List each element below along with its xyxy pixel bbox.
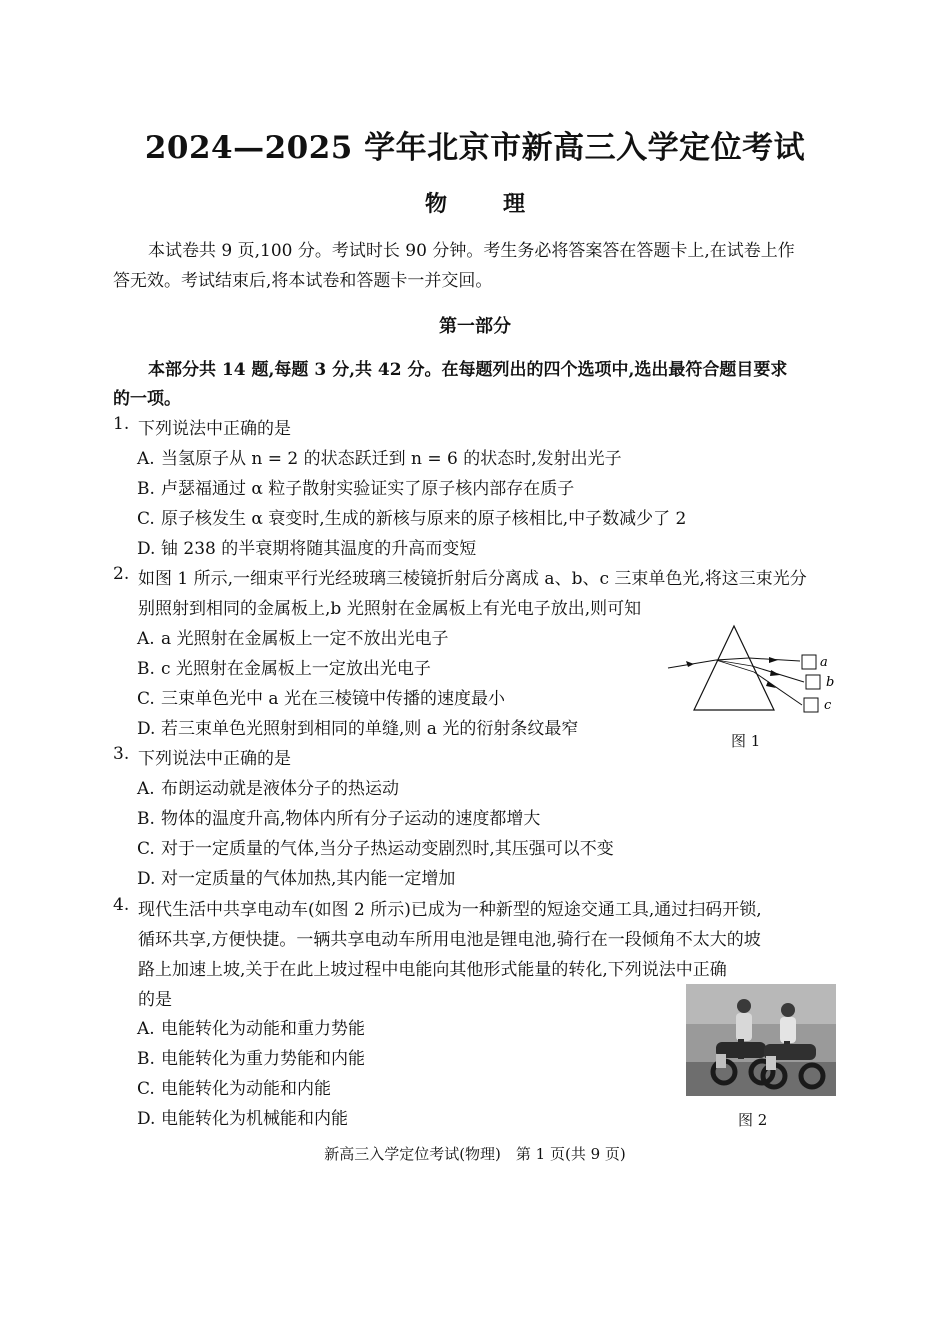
label-b: b <box>826 675 835 690</box>
question-number: 2. <box>113 564 130 584</box>
option <box>137 1074 331 1099</box>
part-heading: 第一部分 <box>439 316 511 337</box>
incident-arrowhead <box>686 661 694 667</box>
option <box>137 864 455 889</box>
question-stem: 别照射到相同的金属板上,b 光照射在金属板上有光电子放出,则可知 <box>138 599 642 619</box>
intro-line-1: 本试卷共 9 页,100 分。考试时长 90 分钟。考生务必将答案答在答题卡上,在试卷上作 <box>148 241 795 261</box>
option-letter: B. <box>137 809 155 829</box>
question-stem: 现代生活中共享电动车(如图 2 所示)已成为一种新型的短途交通工具,通过扫码开锁, <box>138 900 762 920</box>
option <box>137 804 540 829</box>
option <box>137 474 574 499</box>
prism-triangle <box>694 626 774 710</box>
exam-title: 2024—2025 学年北京市新高三入学定位考试 <box>144 130 806 166</box>
option-letter: D. <box>137 719 156 739</box>
option <box>137 444 622 469</box>
option <box>137 714 578 739</box>
option-letter: A. <box>137 449 155 469</box>
ebike-photo-drawing <box>686 984 836 1096</box>
prism-diagram <box>664 620 844 720</box>
option <box>137 1014 365 1039</box>
option-letter: B. <box>137 1049 155 1069</box>
question-stem: 路上加速上坡,关于在此上坡过程中电能向其他形式能量的转化,下列说法中正确 <box>138 960 727 980</box>
option <box>137 834 614 859</box>
figure-1-caption: 图 1 <box>731 732 761 750</box>
option-letter: A. <box>137 779 155 799</box>
option <box>137 684 505 709</box>
option-text: 三束单色光中 a 光在三棱镜中传播的速度最小 <box>161 689 505 709</box>
intro-line-2: 答无效。考试结束后,将本试卷和答题卡一并交回。 <box>113 271 493 291</box>
ray-c <box>754 672 802 705</box>
question-number: 3. <box>113 744 130 764</box>
question-stem: 下列说法中正确的是 <box>138 419 291 439</box>
question-stem: 如图 1 所示,一细束平行光经玻璃三棱镜折射后分离成 a、b、c 三束单色光,将这三束光分 <box>138 569 807 589</box>
option-text: 铀 238 的半衰期将随其温度的升高而变短 <box>161 539 477 559</box>
option-text: a 光照射在金属板上一定不放出光电子 <box>161 629 449 649</box>
part-instruction-line-2: 的一项。 <box>113 389 181 409</box>
metal-plate-a <box>802 655 816 669</box>
option-letter: D. <box>137 869 156 889</box>
option-text: 对于一定质量的气体,当分子热运动变剧烈时,其压强可以不变 <box>161 839 614 859</box>
option <box>137 654 431 679</box>
option-letter: C. <box>137 509 155 529</box>
option-text: 原子核发生 α 衰变时,生成的新核与原来的原子核相比,中子数减少了 2 <box>161 509 687 529</box>
question-number: 4. <box>113 895 130 915</box>
option-text: 布朗运动就是液体分子的热运动 <box>161 779 399 799</box>
internal-ray <box>716 658 749 660</box>
option <box>137 774 399 799</box>
option-letter: C. <box>137 689 155 709</box>
option-text: 物体的温度升高,物体内所有分子运动的速度都增大 <box>161 809 541 829</box>
option-text: 电能转化为机械能和内能 <box>161 1109 348 1129</box>
question-number: 1. <box>113 414 130 434</box>
option-text: 对一定质量的气体加热,其内能一定增加 <box>161 869 456 889</box>
metal-plate-b <box>806 675 820 689</box>
option-text: c 光照射在金属板上一定放出光电子 <box>161 659 431 679</box>
option <box>137 1044 365 1069</box>
option-text: 当氢原子从 n = 2 的状态跃迁到 n = 6 的状态时,发射出光子 <box>161 449 622 469</box>
option-letter: C. <box>137 839 155 859</box>
option-letter: A. <box>137 1019 155 1039</box>
option-text: 卢瑟福通过 α 粒子散射实验证实了原子核内部存在质子 <box>161 479 575 499</box>
option-text: 电能转化为动能和内能 <box>161 1079 331 1099</box>
option-letter: D. <box>137 1109 156 1129</box>
page-footer: 新高三入学定位考试(物理) 第 1 页(共 9 页) <box>324 1145 626 1163</box>
metal-plate-c <box>804 698 818 712</box>
question-stem: 循环共享,方便快捷。一辆共享电动车所用电池是锂电池,骑行在一段倾角不太大的坡 <box>138 930 761 950</box>
option <box>137 624 449 649</box>
option-letter: C. <box>137 1079 155 1099</box>
subject-title: 物理 <box>424 191 581 217</box>
option-text: 电能转化为动能和重力势能 <box>161 1019 365 1039</box>
option <box>137 1104 348 1129</box>
figure-2-caption: 图 2 <box>738 1111 768 1129</box>
option-letter: D. <box>137 539 156 559</box>
question-stem: 下列说法中正确的是 <box>138 749 291 769</box>
option <box>137 534 476 559</box>
question-stem: 的是 <box>138 990 172 1010</box>
part-instruction-line-1: 本部分共 14 题,每题 3 分,共 42 分。在每题列出的四个选项中,选出最符合题目要求 <box>148 360 788 380</box>
ebike-photo <box>686 984 836 1096</box>
option-letter: B. <box>137 659 155 679</box>
option-text: 若三束单色光照射到相同的单缝,则 a 光的衍射条纹最窄 <box>161 719 579 739</box>
option <box>137 504 686 529</box>
label-c: c <box>824 698 832 713</box>
option-text: 电能转化为重力势能和内能 <box>161 1049 365 1069</box>
label-a: a <box>820 655 828 670</box>
option-letter: B. <box>137 479 155 499</box>
option-letter: A. <box>137 629 155 649</box>
